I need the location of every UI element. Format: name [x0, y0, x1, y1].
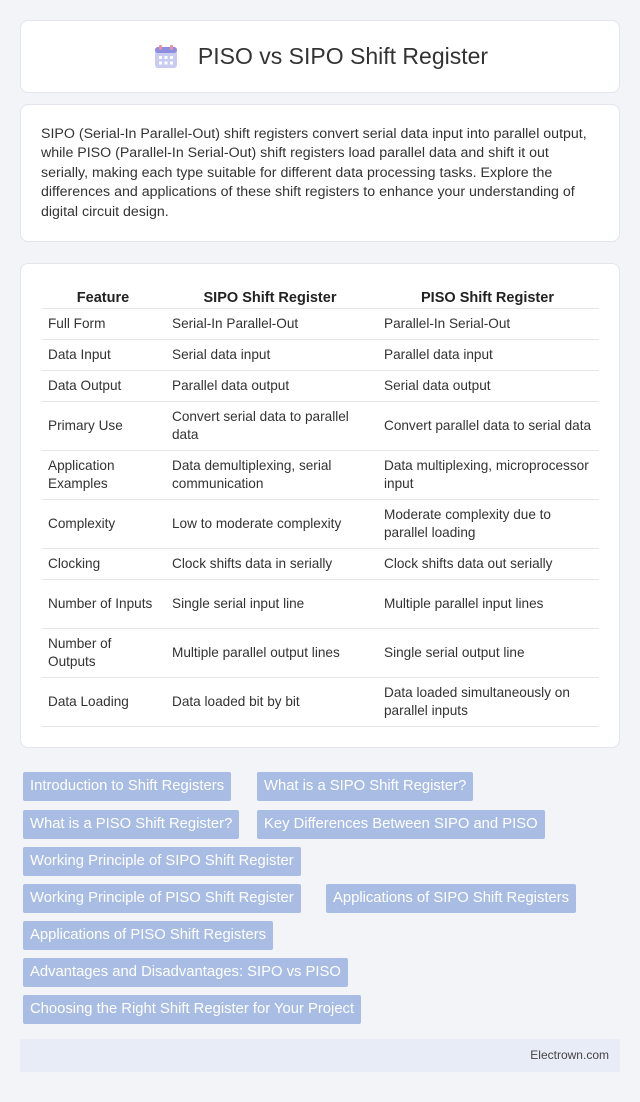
header-sipo: SIPO Shift Register [164, 286, 376, 308]
header-feature: Feature [42, 286, 164, 308]
table-cell-feature: Application Examples [42, 450, 164, 499]
table-row [42, 339, 599, 370]
table-cell-feature: Full Form [42, 308, 164, 339]
table-cell-piso: Clock shifts data out serially [376, 548, 599, 579]
table-row [42, 401, 599, 450]
table-row [42, 628, 599, 677]
table-cell-sipo: Parallel data output [164, 370, 376, 401]
table-cell-feature: Data Input [42, 339, 164, 370]
footer-brand: Electrown.com [530, 1048, 609, 1062]
table-cell-sipo: Convert serial data to parallel data [164, 401, 376, 450]
link-what-is-sipo[interactable]: What is a SIPO Shift Register? [257, 772, 473, 801]
table-cell-piso: Single serial output line [376, 628, 599, 677]
link-introduction-to-shift-registers[interactable]: Introduction to Shift Registers [23, 772, 231, 801]
link-working-principle-sipo[interactable]: Working Principle of SIPO Shift Register [23, 847, 301, 876]
link-key-differences[interactable]: Key Differences Between SIPO and PISO [257, 810, 545, 839]
intro-text: SIPO (Serial-In Parallel-Out) shift registers convert serial data input into parallel output, while PISO (Parallel-In Serial-Out) shift registers load parallel data and shift it out serially, making each type suitable for different data processing tasks. Explore the differences and applications of these shift registers to enhance your understanding of digital circuit design. [41, 126, 587, 220]
table-cell-sipo: Serial data input [164, 339, 376, 370]
table-row [42, 370, 599, 401]
title-card [20, 20, 620, 93]
table-cell-sipo: Multiple parallel output lines [164, 628, 376, 677]
table-cell-feature: Complexity [42, 499, 164, 548]
link-what-is-piso[interactable]: What is a PISO Shift Register? [23, 810, 239, 839]
link-applications-sipo[interactable]: Applications of SIPO Shift Registers [326, 884, 576, 913]
intro-card [20, 104, 620, 242]
link-choosing-right-shift-register[interactable]: Choosing the Right Shift Register for Your Project [23, 995, 361, 1024]
table-cell-sipo: Low to moderate complexity [164, 499, 376, 548]
table-row [42, 450, 599, 499]
table-cell-piso: Parallel-In Serial-Out [376, 308, 599, 339]
link-advantages-disadvantages[interactable]: Advantages and Disadvantages: SIPO vs PISO [23, 958, 348, 987]
table-row [42, 308, 599, 339]
table-header-row [42, 286, 599, 308]
header-piso: PISO Shift Register [376, 286, 599, 308]
page-title: PISO vs SIPO Shift Register [197, 43, 489, 69]
table-cell-piso: Convert parallel data to serial data [376, 401, 599, 450]
table-cell-feature: Data Output [42, 370, 164, 401]
table-cell-sipo: Data loaded bit by bit [164, 677, 376, 726]
table-cell-piso: Data loaded simultaneously on parallel inputs [376, 677, 599, 726]
table-row [42, 677, 599, 726]
table-cell-piso: Data multiplexing, microprocessor input [376, 450, 599, 499]
table-row [42, 579, 599, 628]
table-cell-sipo: Single serial input line [164, 579, 376, 628]
calendar-icon [152, 43, 180, 71]
table-cell-feature: Number of Outputs [42, 628, 164, 677]
table-cell-piso: Serial data output [376, 370, 599, 401]
table-row [42, 499, 599, 548]
table-cell-feature: Number of Inputs [42, 579, 164, 628]
table-cell-feature: Data Loading [42, 677, 164, 726]
table-cell-sipo: Data demultiplexing, serial communication [164, 450, 376, 499]
table-cell-piso: Moderate complexity due to parallel loading [376, 499, 599, 548]
footer [20, 1039, 620, 1072]
comparison-table-card [20, 263, 620, 748]
table-cell-piso: Parallel data input [376, 339, 599, 370]
table-cell-sipo: Clock shifts data in serially [164, 548, 376, 579]
comparison-table [42, 286, 599, 727]
table-cell-feature: Primary Use [42, 401, 164, 450]
table-cell-feature: Clocking [42, 548, 164, 579]
link-applications-piso[interactable]: Applications of PISO Shift Registers [23, 921, 273, 950]
table-row [42, 548, 599, 579]
table-cell-sipo: Serial-In Parallel-Out [164, 308, 376, 339]
link-working-principle-piso[interactable]: Working Principle of PISO Shift Register [23, 884, 301, 913]
table-cell-piso: Multiple parallel input lines [376, 579, 599, 628]
